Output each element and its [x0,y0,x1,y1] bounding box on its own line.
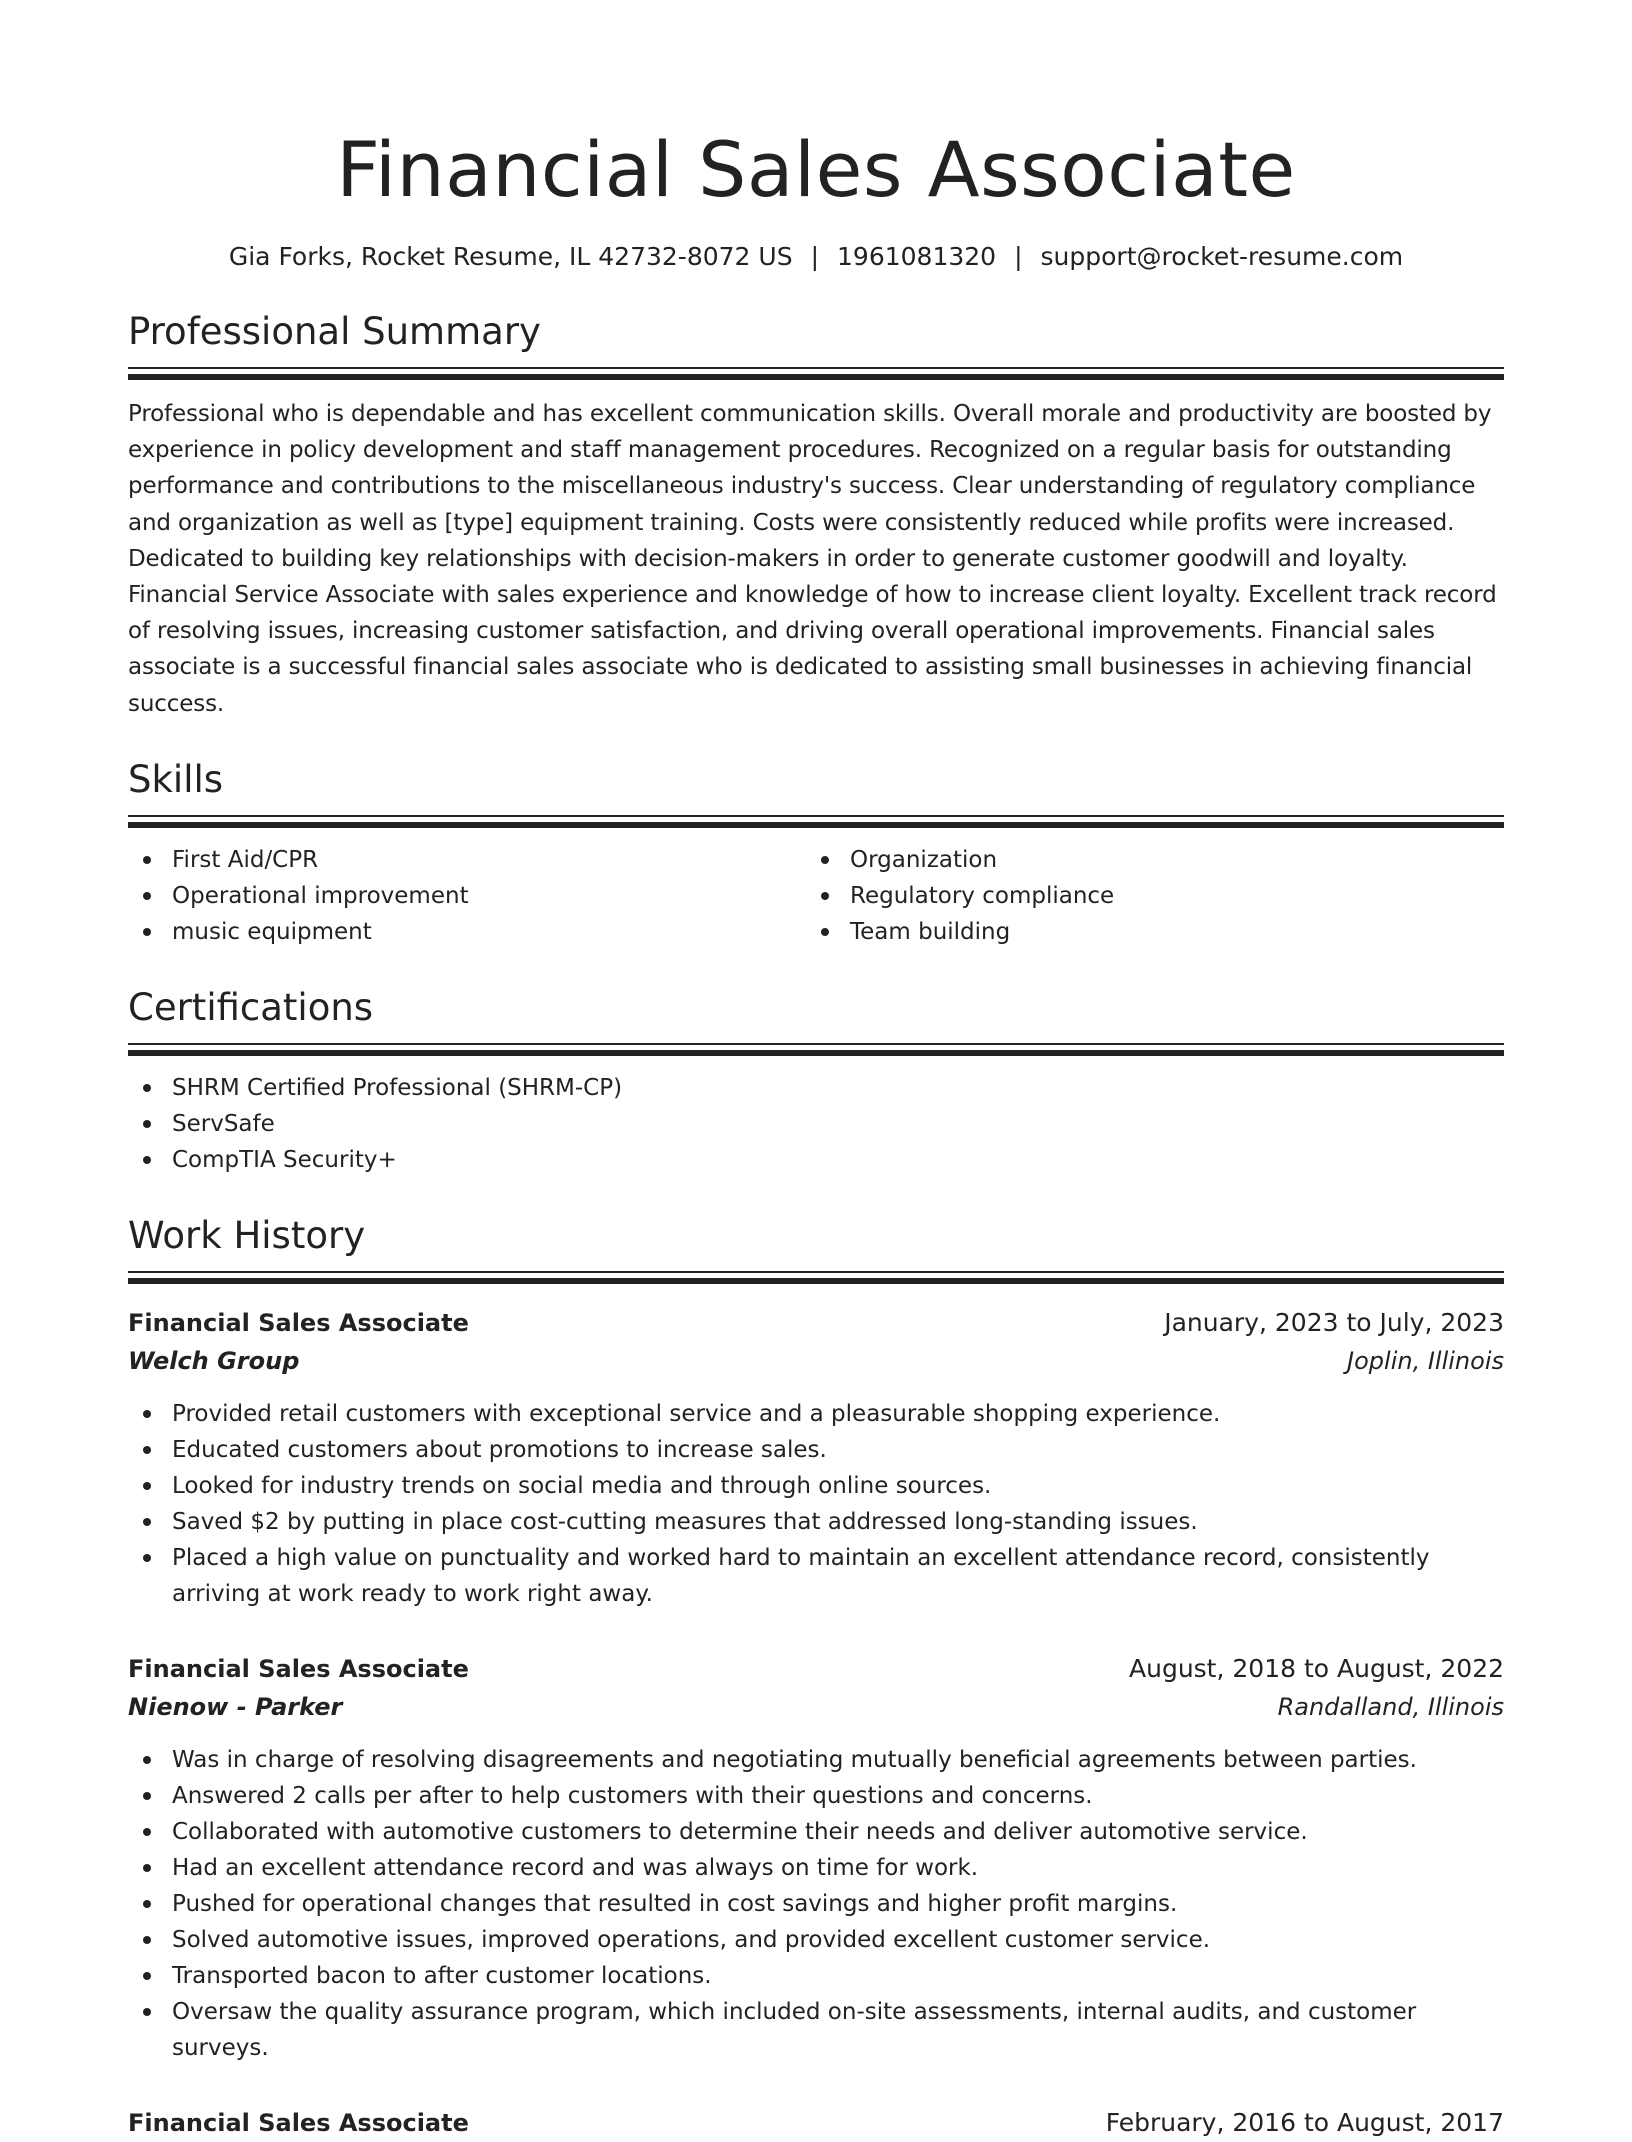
job-bullet-text: Had an excellent attendance record and was always on time for work. [172,1854,979,1881]
bullet-icon [143,1864,151,1872]
job-entry [128,2104,1504,2142]
skill-item [128,914,806,950]
resume-page [128,0,1504,2142]
skills-column-left [128,842,806,950]
certifications-section [128,984,1504,1178]
job-dates: August, 2018 to August, 2022 [1129,1653,1504,1683]
certification-item [128,1142,1504,1178]
certification-label: CompTIA Security+ [172,1146,397,1173]
skill-item [806,878,1484,914]
job-bullet [128,1922,1504,1958]
job-bullet-list [128,1742,1504,2066]
summary-section [128,308,1504,722]
contact-separator: | [810,242,820,271]
job-bullet [128,1850,1504,1886]
section-rule [128,367,1504,369]
job-bullet-text: Looked for industry trends on social media and through online sources. [172,1472,992,1499]
certifications-list [128,1070,1504,1178]
contact-phone[interactable]: 1961081320 [837,242,997,271]
contact-email[interactable]: support@rocket-resume.com [1040,242,1404,271]
section-heading-skills: Skills [128,757,224,801]
bullet-icon [821,892,829,900]
section-rule-thick [128,1278,1504,1284]
section-rule [128,1043,1504,1045]
contact-line [128,240,1504,274]
bullet-icon [143,1900,151,1908]
bullet-icon [143,856,151,864]
bullet-icon [143,892,151,900]
work-history-section [128,1212,1504,2142]
section-heading-certifications: Certifications [128,985,374,1029]
bullet-icon [821,856,829,864]
job-header-row [128,2104,1504,2142]
contact-address: Gia Forks, Rocket Resume, IL 42732-8072 US [228,242,793,271]
job-bullet-text: Provided retail customers with exceptional service and a pleasurable shopping experience. [172,1400,1221,1427]
bullet-icon [143,1756,151,1764]
job-entry [128,1304,1504,1612]
job-subheader-row [128,1688,1504,1726]
job-bullet [128,1742,1504,1778]
skill-item [806,842,1484,878]
skill-label: Organization [850,846,998,873]
contact-separator: | [1014,242,1023,271]
job-bullet-text: Pushed for operational changes that resulted in cost savings and higher profit margins. [172,1890,1178,1917]
job-bullet [128,1396,1504,1432]
job-bullet-text: Placed a high value on punctuality and worked hard to maintain an excellent attendance record, consistently arriving at work ready to work right away. [172,1544,1430,1607]
skill-label: music equipment [172,918,372,945]
skill-item [128,842,806,878]
job-dates: January, 2023 to July, 2023 [1164,1307,1504,1337]
job-location: Joplin, Illinois [1347,1346,1504,1375]
summary-paragraph: Professional who is dependable and has excellent communication skills. Overall morale and productivity are boosted by experience in policy development and staff management procedures. Recognized on a regular basis for outstanding performance and contributions to the miscellaneous industry's success. Clear understanding of regulatory compliance and organization as well as [type] equipment training. Costs were consistently reduced while profits were increased. Dedicated to building key relationships with decision-makers in order to generate customer goodwill and loyalty. Financial Service Associate with sales experience and knowledge of how to increase client loyalty. Excellent track record of resolving issues, increasing customer satisfaction, and driving overall operational improvements. Financial sales associate is a successful financial sales associate who is dedicated to assisting small businesses in achieving financial success. [128,401,1497,717]
skills-grid [128,842,1504,950]
resume-header [128,122,1504,274]
job-location: Randalland, Illinois [1277,1692,1504,1721]
job-bullet-text: Oversaw the quality assurance program, which included on-site assessments, internal audits, and customer surveys. [172,1998,1417,2061]
job-bullet-text: Saved $2 by putting in place cost-cutting measures that addressed long-standing issues. [172,1508,1198,1535]
job-bullet-text: Answered 2 calls per after to help customers with their questions and concerns. [172,1782,1093,1809]
job-bullet [128,1886,1504,1922]
certification-item [128,1070,1504,1106]
skill-label: Regulatory compliance [850,882,1115,909]
job-title: Financial Sales Associate [128,1654,469,1683]
section-rule-thick [128,1050,1504,1056]
bullet-icon [143,1446,151,1454]
bullet-icon [143,1156,151,1164]
bullet-icon [143,1936,151,1944]
bullet-icon [143,2008,151,2016]
skills-column-right [806,842,1484,950]
job-bullet [128,1958,1504,1994]
skill-label: First Aid/CPR [172,846,319,873]
job-header-row [128,1650,1504,1688]
bullet-icon [143,1518,151,1526]
section-rule-thick [128,374,1504,380]
job-company: Welch Group [128,1346,300,1375]
skill-label: Operational improvement [172,882,469,909]
job-bullet-text: Solved automotive issues, improved operations, and provided excellent customer service. [172,1926,1211,1953]
job-bullet-list [128,1396,1504,1612]
job-entry [128,1650,1504,2066]
job-subheader-row [128,1342,1504,1380]
bullet-icon [821,928,829,936]
job-bullet [128,1432,1504,1468]
job-bullet [128,1994,1504,2066]
bullet-icon [143,1828,151,1836]
certification-label: SHRM Certified Professional (SHRM-CP) [172,1074,623,1101]
job-bullet-text: Transported bacon to after customer locations. [172,1962,712,1989]
job-title: Financial Sales Associate [128,1308,469,1337]
certification-item [128,1106,1504,1142]
skills-list-right [806,842,1484,950]
skills-section [128,756,1504,950]
bullet-icon [143,1792,151,1800]
section-heading-summary: Professional Summary [128,310,541,353]
section-rule [128,1271,1504,1273]
job-dates: February, 2016 to August, 2017 [1105,2107,1504,2137]
section-heading-work-history: Work History [128,1213,366,1257]
job-bullet-text: Was in charge of resolving disagreements and negotiating mutually beneficial agreements between parties. [172,1746,1417,1773]
job-company: Nienow - Parker [128,1692,343,1721]
job-bullet [128,1468,1504,1504]
bullet-icon [143,1120,151,1128]
job-bullet [128,1778,1504,1814]
section-rule [128,815,1504,817]
page-title: Financial Sales Associate [336,125,1296,214]
job-bullet-text: Collaborated with automotive customers to determine their needs and deliver automotive service. [172,1818,1308,1845]
certification-label: ServSafe [172,1110,275,1137]
job-title: Financial Sales Associate [128,2108,469,2137]
job-header-row [128,1304,1504,1342]
skill-item [128,878,806,914]
bullet-icon [143,1482,151,1490]
job-bullet [128,1504,1504,1540]
bullet-icon [143,1554,151,1562]
skills-list-left [128,842,806,950]
skill-item [806,914,1484,950]
bullet-icon [143,1972,151,1980]
bullet-icon [143,1410,151,1418]
bullet-icon [143,928,151,936]
bullet-icon [143,1084,151,1092]
job-bullet [128,1540,1504,1612]
job-bullet-text: Educated customers about promotions to increase sales. [172,1436,827,1463]
section-rule-thick [128,822,1504,828]
job-bullet [128,1814,1504,1850]
skill-label: Team building [850,918,1011,945]
